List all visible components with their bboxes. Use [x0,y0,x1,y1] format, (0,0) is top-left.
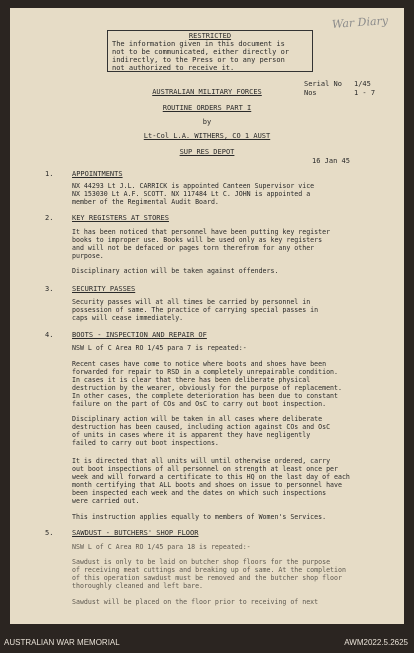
section-paragraph [72,228,372,260]
text-line: Disciplinary action will be taken in all cases where deliberate [72,415,323,423]
section-paragraph [72,513,372,521]
section-paragraph [72,182,372,206]
section-heading: SECURITY PASSES [72,285,136,293]
text-line: of receiving meat cuttings and breaking up of same. At the completion [72,566,346,575]
serial-label: Serial No [304,80,342,88]
text-line: possession of same. The practice of carrying special passes in [72,306,319,315]
text-line: week and will forward a certificate to this HQ on the last day of each [72,473,350,482]
section-number: 5. [45,529,54,537]
serial-value: 1/45 [354,80,371,88]
section-heading: KEY REGISTERS AT STORES [72,214,169,222]
section-paragraph [72,558,372,590]
restricted-line: not to be communicated, either directly or [112,48,290,56]
section-paragraph [72,360,372,409]
orders-title: ROUTINE ORDERS PART I [162,104,252,112]
text-line: It has been noticed that personnel have been putting key register [72,228,331,236]
section-heading: APPOINTMENTS [72,170,123,178]
text-line: NSW L of C Area RO 1/45 para 18 is repeated:- [72,543,251,551]
text-line: NSW L of C Area RO 1/45 para 7 is repeated:- [72,344,247,352]
restricted-title: RESTRICTED [188,32,232,40]
section-paragraph [72,298,372,322]
text-line: NX 153030 Lt A.F. SCOTT. NX 117484 Lt C. JOHN is appointed a [72,190,311,199]
unit-line: SUP RES DEPOT [179,148,235,156]
text-line: Disciplinary action will be taken against offenders. [72,267,279,275]
text-line: were carried out. [72,497,140,506]
section-number: 1. [45,170,54,178]
section-heading: SAWDUST - BUTCHERS' SHOP FLOOR [72,529,199,537]
text-line: month certifying that ALL boots and shoes on issue to personnel have [72,481,342,490]
restricted-line: not authorized to receive it. [112,64,235,72]
section-paragraph [72,543,372,551]
document-page [10,8,404,624]
restricted-line: indirectly, to the Press or to any person [112,56,285,64]
nos-value: 1 - 7 [354,89,376,97]
archive-credit: AUSTRALIAN WAR MEMORIAL [4,638,120,647]
text-line: purpose. [72,252,104,261]
order-date: 16 Jan 45 [312,157,350,165]
text-line: In other cases, the complete deterioration has been due to constant [72,392,338,401]
section-number: 4. [45,331,54,339]
section-number: 3. [45,285,54,293]
text-line: of units in cases where it is apparent they have negligently [72,431,311,440]
text-line: destruction by the wearer, obviously for the purpose of replacement. [72,384,342,393]
officer-line: Lt-Col L.A. WITHERS, CO 1 AUST [143,132,271,140]
text-line: destruction has been caused, including action against COs and OsC [72,423,331,432]
text-line: been inspected each week and the dates on which such inspections [72,489,327,498]
text-line: failed to carry out boot inspections. [72,439,219,448]
restricted-line: The information given in this document is [112,40,285,48]
section-paragraph [72,344,372,352]
restricted-notice [107,30,313,72]
catalogue-number: AWM2022.5.2625 [344,638,408,647]
text-line: of this operation sawdust must be removed and the butcher shop floor [72,574,342,583]
text-line: and will not be defaced or pages torn therefrom for any other [72,244,315,253]
text-line: Recent cases have come to notice where boots and shoes have been [72,360,327,368]
text-line: member of the Regimental Audit Board. [72,198,219,207]
text-line: NX 44293 Lt J.L. CARRICK is appointed Canteen Supervisor vice [72,182,315,190]
text-line: failure on the part of COs and OsC to carry out boot inspection. [72,400,327,409]
text-line: It is directed that all units will until otherwise ordered, carry [72,457,331,465]
section-paragraph [72,457,372,506]
text-line: thoroughly cleaned and left bare. [72,582,204,591]
text-line: Sawdust will be placed on the floor prior to receiving of next [72,598,319,606]
section-paragraph [72,415,372,447]
force-heading: AUSTRALIAN MILITARY FORCES [152,88,262,96]
text-line: caps will cease immediately. [72,314,184,323]
text-line: This instruction applies equally to members of Women's Services. [72,513,327,521]
text-line: Security passes will at all times be carried by personnel in [72,298,311,306]
text-line: books to improper use. Books will be used only as key registers [72,236,323,245]
section-paragraph [72,598,372,606]
section-number: 2. [45,214,54,222]
text-line: Sawdust is only to be laid on butcher shop floors for the purpose [72,558,331,566]
text-line: In cases it is clear that there has been deliberate physical [72,376,311,385]
section-heading: BOOTS - INSPECTION AND REPAIR OF [72,331,207,339]
text-line: forwarded for repair to RSD in a completely unrepairable condition. [72,368,338,377]
nos-label: Nos [304,89,317,97]
handwritten-note: War Diary [331,14,389,31]
text-line: out boot inspections of all personnel on strength at least once per [72,465,338,474]
by-line: by [202,118,212,126]
section-paragraph [72,267,372,275]
